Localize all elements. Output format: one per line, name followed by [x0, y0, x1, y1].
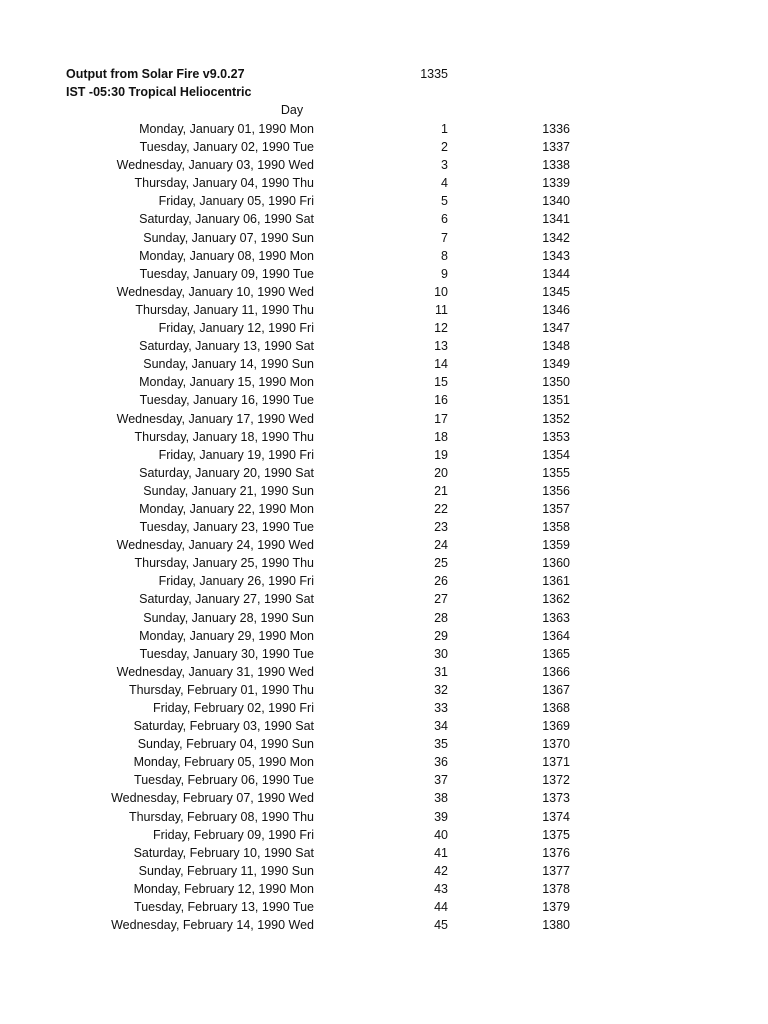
day-number-cell: 35 — [434, 737, 448, 752]
day-number-cell: 22 — [434, 501, 448, 516]
value-cell: 1353 — [542, 429, 570, 444]
date-cell: Tuesday, January 30, 1990 Tue — [139, 646, 314, 661]
date-cell: Saturday, January 20, 1990 Sat — [139, 465, 314, 480]
value-cell: 1364 — [542, 628, 570, 643]
value-cell: 1336 — [542, 122, 570, 136]
value-cell: 1370 — [542, 737, 570, 752]
day-number-cell: 10 — [434, 284, 448, 299]
value-cell: 1362 — [542, 592, 570, 607]
table-row — [0, 500, 768, 518]
date-cell: Sunday, February 04, 1990 Sun — [137, 737, 314, 752]
value-cell: 1359 — [542, 538, 570, 553]
date-cell: Wednesday, January 24, 1990 Wed — [116, 538, 314, 553]
table-row — [0, 717, 768, 735]
date-cell: Thursday, February 08, 1990 Thu — [128, 809, 314, 824]
value-cell: 1374 — [542, 809, 570, 824]
value-cell: 1340 — [542, 194, 570, 209]
table-row — [0, 771, 768, 789]
date-cell: Tuesday, January 09, 1990 Tue — [139, 266, 314, 281]
table-row — [0, 789, 768, 807]
date-cell: Monday, February 12, 1990 Mon — [133, 881, 314, 896]
date-cell: Monday, January 15, 1990 Mon — [139, 375, 314, 390]
day-number-cell: 13 — [434, 339, 448, 354]
value-cell: 1358 — [542, 520, 570, 535]
table-row — [0, 247, 768, 265]
date-cell: Thursday, January 18, 1990 Thu — [134, 429, 314, 444]
day-number-cell: 32 — [434, 682, 448, 697]
date-cell: Wednesday, January 17, 1990 Wed — [116, 411, 314, 426]
day-number-cell: 12 — [434, 321, 448, 336]
value-cell: 1356 — [542, 483, 570, 498]
day-number-cell: 20 — [434, 465, 448, 480]
value-cell: 1350 — [542, 375, 570, 390]
table-row — [0, 826, 768, 844]
value-cell: 1355 — [542, 465, 570, 480]
table-row — [0, 554, 768, 572]
value-cell: 1365 — [542, 646, 570, 661]
date-cell: Wednesday, January 03, 1990 Wed — [116, 158, 314, 173]
header-number: 1335 — [420, 67, 448, 81]
date-cell: Friday, January 05, 1990 Fri — [158, 194, 314, 209]
table-row — [0, 428, 768, 446]
table-row — [0, 753, 768, 771]
day-number-cell: 14 — [434, 357, 448, 372]
report-subtitle: IST -05:30 Tropical Heliocentric — [66, 85, 252, 99]
day-number-cell: 15 — [434, 375, 448, 390]
day-number-cell: 39 — [434, 809, 448, 824]
value-cell: 1360 — [542, 556, 570, 571]
value-cell: 1349 — [542, 357, 570, 372]
value-cell: 1337 — [542, 140, 570, 155]
table-row — [0, 808, 768, 826]
date-cell: Tuesday, February 13, 1990 Tue — [134, 900, 314, 915]
date-cell: Wednesday, February 07, 1990 Wed — [111, 791, 314, 806]
day-number-cell: 34 — [434, 719, 448, 734]
day-number-cell: 8 — [441, 248, 448, 263]
table-row — [0, 518, 768, 536]
table-row — [0, 663, 768, 681]
day-number-cell: 23 — [434, 520, 448, 535]
value-cell: 1343 — [542, 248, 570, 263]
table-row — [0, 174, 768, 192]
date-cell: Monday, February 05, 1990 Mon — [133, 755, 314, 770]
day-number-cell: 21 — [434, 483, 448, 498]
date-cell: Thursday, January 11, 1990 Thu — [135, 302, 314, 317]
date-cell: Wednesday, February 14, 1990 Wed — [111, 918, 314, 933]
table-row — [0, 862, 768, 880]
date-cell: Tuesday, February 06, 1990 Tue — [134, 773, 314, 788]
day-number-cell: 1 — [441, 122, 448, 136]
value-cell: 1372 — [542, 773, 570, 788]
date-cell: Sunday, January 21, 1990 Sun — [143, 483, 314, 498]
day-number-cell: 45 — [434, 918, 448, 933]
date-cell: Sunday, January 28, 1990 Sun — [143, 610, 314, 625]
date-cell: Saturday, February 03, 1990 Sat — [133, 719, 314, 734]
day-number-cell: 26 — [434, 574, 448, 589]
date-cell: Friday, January 26, 1990 Fri — [158, 574, 314, 589]
table-row — [0, 898, 768, 916]
day-number-cell: 25 — [434, 556, 448, 571]
table-row — [0, 283, 768, 301]
table-row — [0, 681, 768, 699]
value-cell: 1368 — [542, 701, 570, 715]
value-cell: 1338 — [542, 158, 570, 173]
table-row — [0, 355, 768, 373]
day-number-cell: 28 — [434, 610, 448, 625]
value-cell: 1354 — [542, 447, 570, 462]
date-cell: Sunday, January 07, 1990 Sun — [143, 230, 314, 245]
value-cell: 1378 — [542, 881, 570, 896]
date-cell: Tuesday, January 23, 1990 Tue — [139, 520, 314, 535]
value-cell: 1351 — [542, 393, 570, 408]
table-row — [0, 609, 768, 627]
date-cell: Saturday, February 10, 1990 Sat — [133, 845, 314, 860]
value-cell: 1377 — [542, 863, 570, 878]
date-cell: Tuesday, January 02, 1990 Tue — [139, 140, 314, 155]
day-number-cell: 6 — [441, 212, 448, 227]
date-cell: Monday, January 29, 1990 Mon — [139, 628, 314, 643]
table-row — [0, 192, 768, 210]
date-cell: Monday, January 22, 1990 Mon — [139, 501, 314, 516]
day-number-cell: 27 — [434, 592, 448, 607]
value-cell: 1363 — [542, 610, 570, 625]
value-cell: 1366 — [542, 664, 570, 679]
table-row — [0, 590, 768, 608]
table-row — [0, 210, 768, 228]
value-cell: 1375 — [542, 827, 570, 842]
table-row — [0, 319, 768, 337]
table-row — [0, 645, 768, 663]
date-cell: Saturday, January 13, 1990 Sat — [139, 339, 314, 354]
value-cell: 1371 — [542, 755, 570, 770]
date-cell: Thursday, January 25, 1990 Thu — [134, 556, 314, 571]
value-cell: 1379 — [542, 900, 570, 915]
day-number-cell: 2 — [441, 140, 448, 155]
table-row — [0, 410, 768, 428]
table-row — [0, 446, 768, 464]
day-number-cell: 38 — [434, 791, 448, 806]
value-cell: 1373 — [542, 791, 570, 806]
table-row — [0, 482, 768, 500]
day-number-cell: 29 — [434, 628, 448, 643]
day-number-cell: 40 — [434, 827, 448, 842]
value-cell: 1344 — [542, 266, 570, 281]
day-number-cell: 33 — [434, 701, 448, 715]
table-row — [0, 138, 768, 156]
date-cell: Thursday, February 01, 1990 Thu — [128, 682, 314, 697]
value-cell: 1376 — [542, 845, 570, 860]
table-row — [0, 373, 768, 391]
day-number-cell: 37 — [434, 773, 448, 788]
date-cell: Tuesday, January 16, 1990 Tue — [139, 393, 314, 408]
table-row — [0, 301, 768, 319]
report-title: Output from Solar Fire v9.0.27 — [66, 67, 245, 81]
value-cell: 1347 — [542, 321, 570, 336]
value-cell: 1367 — [542, 682, 570, 697]
table-row — [0, 735, 768, 753]
table-row — [0, 391, 768, 409]
value-cell: 1339 — [542, 176, 570, 191]
table-row — [0, 265, 768, 283]
data-table — [0, 120, 768, 934]
date-cell: Sunday, January 14, 1990 Sun — [143, 357, 314, 372]
date-cell: Thursday, January 04, 1990 Thu — [134, 176, 314, 191]
date-cell: Wednesday, January 10, 1990 Wed — [116, 284, 314, 299]
day-number-cell: 4 — [441, 176, 448, 191]
value-cell: 1380 — [542, 918, 570, 933]
date-cell: Friday, February 02, 1990 Fri — [153, 701, 314, 715]
table-row — [0, 337, 768, 355]
value-cell: 1346 — [542, 302, 570, 317]
day-number-cell: 19 — [434, 447, 448, 462]
table-row — [0, 699, 768, 717]
value-cell: 1361 — [542, 574, 570, 589]
day-number-cell: 30 — [434, 646, 448, 661]
table-row — [0, 627, 768, 645]
date-cell: Sunday, February 11, 1990 Sun — [138, 863, 314, 878]
day-number-cell: 42 — [434, 863, 448, 878]
value-cell: 1369 — [542, 719, 570, 734]
day-number-cell: 41 — [434, 845, 448, 860]
day-number-cell: 36 — [434, 755, 448, 770]
day-number-cell: 3 — [441, 158, 448, 173]
table-row — [0, 880, 768, 898]
table-row — [0, 464, 768, 482]
value-cell: 1348 — [542, 339, 570, 354]
value-cell: 1345 — [542, 284, 570, 299]
table-row — [0, 229, 768, 247]
day-column-header: Day — [280, 103, 304, 117]
value-cell: 1342 — [542, 230, 570, 245]
date-cell: Friday, January 19, 1990 Fri — [158, 447, 314, 462]
day-number-cell: 31 — [434, 664, 448, 679]
date-cell: Saturday, January 27, 1990 Sat — [139, 592, 314, 607]
day-number-cell: 11 — [435, 302, 448, 317]
day-number-cell: 24 — [434, 538, 448, 553]
day-number-cell: 18 — [434, 429, 448, 444]
value-cell: 1352 — [542, 411, 570, 426]
value-cell: 1341 — [542, 212, 570, 227]
table-row — [0, 536, 768, 554]
day-number-cell: 16 — [434, 393, 448, 408]
table-row — [0, 120, 768, 138]
day-number-cell: 17 — [434, 411, 448, 426]
table-row — [0, 572, 768, 590]
day-number-cell: 43 — [434, 881, 448, 896]
date-cell: Monday, January 08, 1990 Mon — [139, 248, 314, 263]
day-number-cell: 44 — [434, 900, 448, 915]
date-cell: Friday, January 12, 1990 Fri — [158, 321, 314, 336]
value-cell: 1357 — [542, 501, 570, 516]
date-cell: Friday, February 09, 1990 Fri — [153, 827, 314, 842]
date-cell: Saturday, January 06, 1990 Sat — [139, 212, 314, 227]
table-row — [0, 844, 768, 862]
day-number-cell: 5 — [441, 194, 448, 209]
table-row — [0, 156, 768, 174]
date-cell: Monday, January 01, 1990 Mon — [139, 122, 314, 136]
day-number-cell: 7 — [441, 230, 448, 245]
date-cell: Wednesday, January 31, 1990 Wed — [116, 664, 314, 679]
table-row — [0, 916, 768, 934]
day-number-cell: 9 — [441, 266, 448, 281]
